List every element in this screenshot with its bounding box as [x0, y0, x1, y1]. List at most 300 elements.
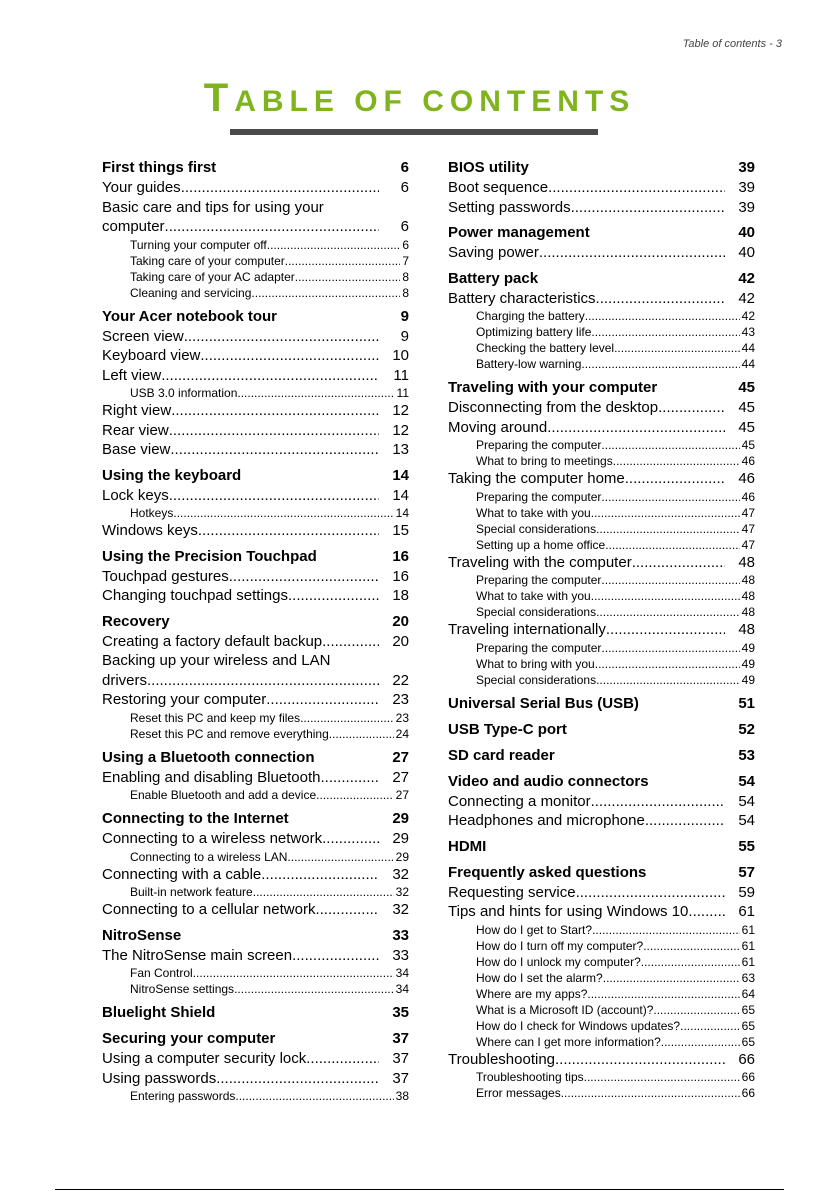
toc-subentry[interactable] [448, 505, 755, 521]
toc-entry-title: Preparing the computer [476, 573, 602, 587]
toc-entry-page: 49 [741, 640, 755, 655]
toc-leader-dots [555, 1050, 725, 1070]
toc-entry-title: Troubleshooting tips [476, 1070, 584, 1084]
toc-entry-page: 39 [738, 198, 755, 216]
toc-subentry[interactable] [448, 954, 755, 970]
toc-entry-page: 12 [392, 402, 409, 419]
toc-entry-page: 42 [738, 289, 755, 307]
toc-entry-page: 66 [741, 1070, 755, 1084]
toc-entry-page: 39 [738, 179, 755, 196]
toc-entry-title: Tips and hints for using Windows 10 [448, 903, 689, 920]
toc-entry-title: Reset this PC and remove everything [130, 726, 329, 741]
toc-entry-page: 16 [392, 567, 409, 585]
toc-entry[interactable] [102, 178, 409, 198]
toc-entry[interactable] [102, 632, 409, 652]
toc-section[interactable] [102, 157, 409, 178]
toc-entry-title: Saving power [448, 244, 539, 261]
toc-entry[interactable] [102, 946, 409, 966]
toc-leader-dots [613, 453, 740, 469]
toc-subentry[interactable] [448, 986, 755, 1002]
toc-entry-page: 27 [392, 768, 409, 786]
toc-entry-title: Universal Serial Bus (USB) [448, 694, 639, 712]
toc-leader-dots [601, 437, 739, 453]
toc-entry-title: Bluelight Shield [102, 1004, 216, 1021]
toc-section[interactable] [448, 771, 755, 792]
toc-entry-title: Setting up a home office [476, 537, 606, 552]
toc-entry-page: 54 [738, 812, 755, 829]
toc-entry[interactable] [448, 811, 755, 831]
toc-subentry[interactable] [448, 308, 755, 324]
toc-leader-dots [661, 1034, 740, 1050]
toc-entry[interactable] [102, 651, 409, 690]
toc-entry-page: 11 [396, 386, 409, 400]
toc-section[interactable] [448, 222, 755, 243]
toc-entry-title: Securing your computer [102, 1030, 276, 1047]
toc-entry-title: Traveling with your computer [448, 379, 658, 396]
toc-entry-page: 65 [741, 1034, 755, 1049]
toc-entry-title: Enable Bluetooth and add a device [130, 788, 317, 802]
toc-subentry[interactable] [102, 710, 409, 726]
toc-entry-page: 18 [392, 587, 409, 604]
toc-entry-title: What to take with you [476, 589, 591, 603]
toc-entry[interactable] [102, 366, 409, 386]
toc-right-column [448, 157, 755, 1101]
toc-entry-page: 42 [741, 309, 755, 323]
toc-section[interactable] [448, 268, 755, 289]
toc-entry-page: 37 [392, 1050, 409, 1067]
toc-section[interactable] [102, 747, 409, 768]
toc-entry-title: Special considerations [476, 521, 597, 536]
toc-entry[interactable] [102, 690, 409, 710]
toc-entry-page: 6 [400, 218, 409, 235]
toc-leader-dots [287, 849, 393, 865]
toc-entry-title: Lock keys [102, 486, 169, 504]
page-header: Table of contents - 3 [682, 38, 782, 50]
toc-entry-title: Using a computer security lock [102, 1050, 307, 1067]
toc-entry-page: 14 [395, 506, 409, 520]
toc-leader-dots [216, 1069, 379, 1089]
toc-entry-title: Windows keys [102, 522, 198, 539]
toc-entry-title: Preparing the computer [476, 640, 602, 655]
toc-entry-title: Power management [448, 224, 590, 241]
toc-section[interactable] [448, 745, 755, 766]
toc-leader-dots [169, 486, 379, 506]
title-underline [230, 129, 598, 135]
toc-entry-title: Error messages [476, 1086, 561, 1100]
toc-subentry[interactable] [448, 453, 755, 469]
toc-entry-page: 32 [392, 901, 409, 918]
toc-entry-title: Troubleshooting [448, 1050, 556, 1068]
toc-entry[interactable] [448, 902, 755, 922]
toc-entry-page: 27 [392, 748, 409, 766]
toc-subentry[interactable] [448, 537, 755, 553]
toc-entry-page: 33 [392, 946, 409, 964]
toc-entry-page: 48 [741, 573, 755, 587]
toc-entry-title: Connecting a monitor [448, 792, 591, 810]
toc-entry[interactable] [448, 469, 755, 489]
toc-entry-title: Keyboard view [102, 347, 201, 364]
toc-entry-title: Recovery [102, 612, 170, 630]
toc-entry-page: 14 [392, 486, 409, 504]
toc-subentry[interactable] [102, 849, 409, 865]
toc-entry-page: 14 [392, 466, 409, 484]
toc-section[interactable] [102, 611, 409, 632]
toc-entry-page: 66 [741, 1086, 755, 1100]
toc-entry-page: 53 [738, 746, 755, 764]
toc-entry-page: 11 [393, 366, 409, 384]
toc-section[interactable] [102, 465, 409, 486]
toc-entry-title: Connecting to a wireless network [102, 830, 323, 847]
toc-entry-page: 34 [395, 966, 409, 980]
toc-entry[interactable] [448, 289, 755, 309]
toc-subentry[interactable] [102, 787, 409, 803]
toc-entry-title: HDMI [448, 837, 487, 855]
toc-leader-dots [229, 567, 379, 587]
toc-entry[interactable] [448, 178, 755, 198]
toc-entry[interactable] [448, 553, 755, 573]
toc-leader-dots [587, 986, 739, 1002]
toc-subentry[interactable] [448, 324, 755, 340]
toc-entry-page: 9 [400, 307, 409, 325]
toc-entry-page: 64 [741, 986, 755, 1001]
toc-entry-title: Enabling and disabling Bluetooth [102, 768, 321, 786]
toc-entry-page: 6 [400, 179, 409, 196]
toc-section[interactable] [448, 377, 755, 398]
toc-entry[interactable] [102, 440, 409, 460]
toc-entry[interactable] [102, 486, 409, 506]
toc-entry-page: 39 [738, 159, 755, 176]
footer-rule [55, 1189, 784, 1190]
toc-entry-page: 66 [738, 1050, 755, 1068]
toc-entry-title: Changing touchpad settings [102, 587, 288, 604]
toc-entry-title: First things first [102, 159, 217, 176]
toc-entry-title: Your guides [102, 179, 181, 196]
toc-section[interactable] [448, 157, 755, 178]
toc-entry[interactable] [448, 398, 755, 418]
toc-entry-page: 6 [402, 237, 409, 252]
toc-section[interactable] [102, 306, 409, 327]
toc-leader-dots [653, 1002, 739, 1018]
toc-entry-page: 23 [395, 710, 409, 725]
toc-section[interactable] [448, 719, 755, 740]
toc-section[interactable] [102, 1002, 409, 1023]
toc-entry-page: 32 [392, 865, 409, 883]
title-rest: ABLE OF CONTENTS [234, 85, 636, 118]
toc-leader-dots [591, 505, 740, 521]
toc-entry[interactable] [448, 620, 755, 640]
toc-section[interactable] [102, 546, 409, 567]
toc-entry-title: How do I turn off my computer? [476, 938, 644, 953]
toc-leader-dots [306, 1049, 379, 1069]
toc-leader-dots [322, 829, 379, 849]
toc-leader-dots [300, 710, 394, 726]
toc-subentry[interactable] [102, 253, 409, 269]
toc-section[interactable] [102, 1028, 409, 1049]
toc-entry[interactable] [448, 243, 755, 263]
toc-subentry[interactable] [102, 237, 409, 253]
toc-entry-page: 44 [741, 357, 755, 371]
toc-leader-dots [329, 726, 394, 742]
toc-entry-page: 23 [392, 691, 409, 708]
toc-leader-dots [321, 768, 379, 788]
toc-subentry[interactable] [102, 285, 409, 301]
toc-entry[interactable] [102, 401, 409, 421]
toc-leader-dots [571, 198, 725, 218]
toc-entry-title: Touchpad gestures [102, 567, 229, 585]
toc-entry-title: Disconnecting from the desktop [448, 399, 659, 416]
toc-leader-dots [181, 178, 379, 198]
toc-subentry[interactable] [448, 489, 755, 505]
toc-subentry[interactable] [448, 640, 755, 656]
toc-entry-page: 24 [395, 726, 409, 741]
toc-entry[interactable] [448, 792, 755, 812]
toc-subentry[interactable] [448, 1034, 755, 1050]
toc-entry[interactable] [102, 829, 409, 849]
toc-leader-dots [322, 632, 379, 652]
toc-leader-dots [606, 620, 725, 640]
toc-entry-title: Charging the battery [476, 309, 585, 323]
toc-entry-page: 13 [392, 441, 409, 458]
toc-entry-page: 47 [741, 537, 755, 552]
toc-entry-page: 46 [741, 454, 755, 468]
toc-entry[interactable] [102, 521, 409, 541]
toc-subentry[interactable] [448, 437, 755, 453]
toc-section[interactable] [102, 808, 409, 829]
toc-subentry[interactable] [102, 1088, 409, 1104]
toc-entry[interactable] [102, 421, 409, 441]
toc-section[interactable] [102, 925, 409, 946]
toc-entry-title: Rear view [102, 421, 169, 439]
toc-entry-title: How do I unlock my computer? [476, 954, 641, 969]
toc-entry-page: 37 [392, 1030, 409, 1047]
toc-subentry[interactable] [448, 1069, 755, 1085]
toc-entry-page: 49 [741, 672, 755, 687]
toc-entry-title: Fan Control [130, 966, 193, 980]
toc-leader-dots [596, 672, 740, 688]
toc-leader-dots [292, 946, 379, 966]
toc-leader-dots [266, 690, 379, 710]
toc-entry-title-line2: drivers [102, 671, 148, 689]
toc-entry-title: Optimizing battery life [476, 325, 592, 339]
toc-leader-dots [596, 521, 740, 537]
toc-entry-title: Entering passwords [130, 1089, 236, 1103]
toc-subentry[interactable] [102, 269, 409, 285]
toc-entry-title: Frequently asked questions [448, 863, 647, 881]
toc-subentry[interactable] [448, 356, 755, 372]
toc-entry-title: Using passwords [102, 1069, 217, 1087]
toc-entry-title: NitroSense settings [130, 982, 235, 996]
toc-leader-dots [581, 356, 739, 372]
toc-entry-page: 48 [741, 605, 755, 619]
toc-leader-dots [641, 954, 740, 970]
toc-entry-page: 34 [395, 982, 409, 996]
toc-entry-page: 61 [741, 954, 755, 969]
toc-entry-page: 9 [400, 327, 409, 345]
toc-subentry[interactable] [448, 340, 755, 356]
toc-leader-dots [295, 269, 401, 285]
toc-leader-dots [315, 900, 379, 920]
toc-entry-title: Traveling internationally [448, 621, 606, 638]
toc-subentry[interactable] [448, 970, 755, 986]
toc-entry[interactable] [448, 198, 755, 218]
toc-entry-page: 47 [741, 505, 755, 520]
toc-entry-page: 40 [738, 224, 755, 241]
toc-entry-page: 45 [738, 379, 755, 396]
toc-entry-title: Restoring your computer [102, 691, 267, 708]
toc-subentry[interactable] [448, 1002, 755, 1018]
toc-entry[interactable] [102, 1049, 409, 1069]
toc-entry[interactable] [102, 1069, 409, 1089]
toc-left-column [102, 157, 409, 1104]
toc-leader-dots [316, 787, 393, 803]
toc-section[interactable] [448, 862, 755, 883]
title-first-letter: T [203, 76, 235, 120]
toc-leader-dots [235, 1088, 393, 1104]
toc-leader-dots [548, 178, 725, 198]
toc-entry-title: Setting passwords [448, 198, 571, 216]
toc-entry-page: 33 [392, 926, 409, 944]
toc-entry[interactable] [448, 1050, 755, 1070]
toc-entry-title: Cleaning and servicing [130, 285, 252, 300]
toc-leader-dots [680, 1018, 740, 1034]
toc-entry-page: 51 [738, 694, 755, 712]
toc-leader-dots [237, 385, 394, 401]
toc-leader-dots [261, 865, 379, 885]
toc-entry-page: 44 [741, 341, 755, 355]
toc-entry-page: 29 [392, 810, 409, 827]
toc-entry-title: Battery-low warning [476, 357, 582, 371]
toc-entry-title: Requesting service [448, 883, 576, 901]
toc-entry[interactable] [102, 346, 409, 366]
toc-entry[interactable] [448, 418, 755, 438]
toc-entry-title-line2: computer [102, 218, 165, 235]
toc-entry[interactable] [102, 768, 409, 788]
toc-entry[interactable] [448, 883, 755, 903]
toc-entry-page: 43 [741, 325, 755, 339]
toc-entry[interactable] [102, 586, 409, 606]
toc-subentry[interactable] [448, 656, 755, 672]
toc-entry-title: Headphones and microphone [448, 812, 645, 829]
toc-subentry[interactable] [102, 884, 409, 900]
toc-entry-title: Connecting to a wireless LAN [130, 849, 288, 864]
toc-leader-dots [596, 604, 740, 620]
toc-leader-dots [658, 398, 725, 418]
toc-subentry[interactable] [102, 505, 409, 521]
toc-entry-title: Preparing the computer [476, 489, 602, 504]
toc-entry-page: 65 [741, 1002, 755, 1017]
toc-entry-page: 40 [738, 244, 755, 261]
toc-entry-title: Right view [102, 402, 172, 419]
toc-leader-dots [591, 588, 740, 604]
toc-entry-page: 57 [738, 863, 755, 881]
toc-subentry[interactable] [448, 572, 755, 588]
toc-leader-dots [288, 586, 379, 606]
toc-leader-dots [285, 253, 401, 269]
toc-leader-dots [614, 340, 740, 356]
toc-entry-page: 16 [392, 547, 409, 565]
toc-leader-dots [161, 366, 379, 386]
toc-leader-dots [267, 237, 401, 253]
toc-leader-dots [576, 883, 725, 903]
toc-subentry[interactable] [102, 965, 409, 981]
toc-subentry[interactable] [448, 672, 755, 688]
toc-entry[interactable] [102, 900, 409, 920]
toc-entry-title: Creating a factory default backup [102, 632, 323, 650]
toc-leader-dots [169, 421, 379, 441]
toc-leader-dots [193, 965, 394, 981]
toc-subentry[interactable] [448, 922, 755, 938]
toc-entry-title: Connecting with a cable [102, 865, 262, 883]
toc-subentry[interactable] [448, 938, 755, 954]
toc-leader-dots [184, 327, 379, 347]
toc-entry-title: Your Acer notebook tour [102, 307, 278, 325]
toc-entry-page: 48 [741, 589, 755, 603]
toc-leader-dots [605, 537, 739, 553]
toc-leader-dots [147, 671, 379, 691]
toc-subentry[interactable] [102, 385, 409, 401]
toc-entry-title: Special considerations [476, 605, 597, 619]
toc-subentry[interactable] [448, 604, 755, 620]
toc-entry-page: 54 [738, 792, 755, 810]
toc-entry[interactable] [102, 865, 409, 885]
toc-leader-dots [592, 922, 740, 938]
toc-leader-dots [173, 505, 393, 521]
toc-entry-page: 45 [738, 418, 755, 436]
toc-entry-title: Where can I get more information? [476, 1034, 661, 1049]
toc-leader-dots [625, 469, 725, 489]
toc-leader-dots [170, 440, 379, 460]
toc-entry-title: Moving around [448, 418, 548, 436]
toc-entry-title: Battery characteristics [448, 289, 596, 307]
toc-subentry[interactable] [448, 1018, 755, 1034]
toc-section[interactable] [448, 693, 755, 714]
toc-subentry[interactable] [448, 521, 755, 537]
toc-leader-dots [595, 656, 740, 672]
toc-entry-page: 42 [738, 269, 755, 287]
toc-entry-title: Traveling with the computer [448, 553, 632, 571]
toc-entry[interactable] [102, 327, 409, 347]
toc-entry-page: 52 [738, 720, 755, 738]
toc-subentry[interactable] [448, 1085, 755, 1101]
toc-subentry[interactable] [102, 726, 409, 742]
toc-entry-title: Taking the computer home [448, 470, 625, 487]
toc-entry-page: 32 [395, 885, 409, 899]
toc-leader-dots [584, 1069, 740, 1085]
toc-entry-title: Boot sequence [448, 179, 549, 196]
toc-section[interactable] [448, 836, 755, 857]
toc-entry-title: SD card reader [448, 746, 555, 764]
toc-leader-dots [561, 1085, 740, 1101]
toc-entry-title: Screen view [102, 327, 184, 345]
toc-leader-dots [585, 308, 740, 324]
toc-entry-page: 65 [741, 1018, 755, 1033]
toc-subentry[interactable] [102, 981, 409, 997]
toc-entry-title: Taking care of your AC adapter [130, 269, 295, 284]
toc-entry[interactable] [102, 198, 409, 237]
toc-entry-page: 37 [392, 1069, 409, 1087]
toc-entry-title: What to bring to meetings [476, 454, 613, 468]
toc-entry-page: 45 [741, 438, 755, 452]
toc-entry[interactable] [102, 567, 409, 587]
toc-entry-page: 8 [402, 269, 409, 284]
toc-entry-page: 46 [741, 489, 755, 504]
toc-leader-dots [596, 289, 725, 309]
toc-leader-dots [253, 884, 394, 900]
toc-subentry[interactable] [448, 588, 755, 604]
toc-entry-title: How do I set the alarm? [476, 970, 603, 985]
toc-entry-title-line1: Backing up your wireless and LAN [102, 652, 331, 669]
toc-entry-title: Special considerations [476, 672, 597, 687]
